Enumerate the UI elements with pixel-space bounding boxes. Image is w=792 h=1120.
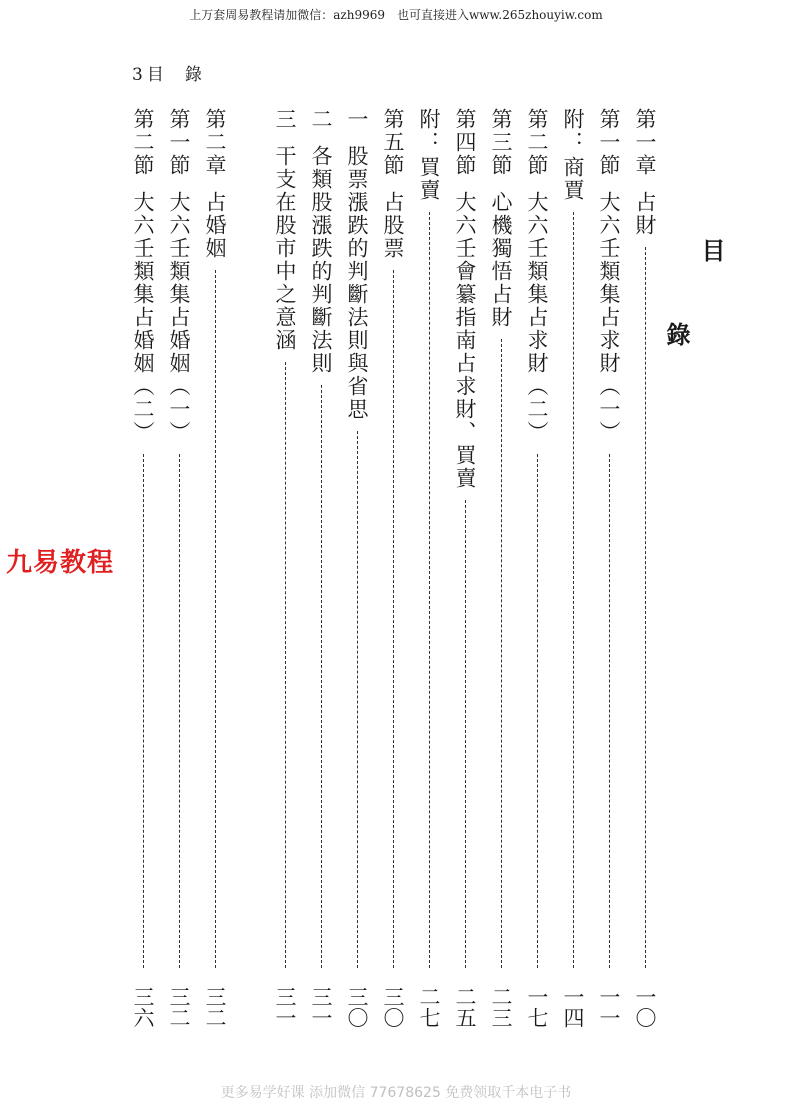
entry-title: 大六壬類集占求財（一）: [597, 191, 621, 444]
entry-label: 二: [309, 108, 333, 131]
entry-label: 第二節: [131, 108, 155, 177]
toc-entry[interactable]: [486, 108, 516, 1028]
toc-entry[interactable]: [342, 108, 372, 1028]
entry-label: 第二節: [525, 108, 549, 177]
dot-leader: [501, 339, 502, 968]
entry-label: 第三節: [489, 108, 513, 177]
toc-entry[interactable]: [630, 108, 660, 1028]
entry-title: 干支在股市中之意涵: [273, 145, 297, 352]
entry-title: 大六壬會纂指南占求財、買賣: [453, 191, 477, 490]
entry-title: 大六壬類集占求財（二）: [525, 191, 549, 444]
entry-label: 附：: [417, 108, 441, 154]
entry-title: 各類股漲跌的判斷法則: [309, 145, 333, 375]
entry-title: 大六壬類集占婚姻（二）: [131, 191, 155, 444]
entry-page: 三二: [203, 986, 227, 1028]
toc-heading-char: 錄: [662, 322, 690, 346]
dot-leader: [465, 500, 466, 968]
entry-label: 第二章: [203, 108, 227, 177]
dot-leader: [573, 212, 574, 968]
page-header: [132, 60, 204, 85]
entry-title: 占婚姻: [203, 191, 227, 260]
entry-page: 一〇: [633, 986, 657, 1028]
entry-label: 第一節: [597, 108, 621, 177]
page-number: 3: [132, 65, 145, 85]
toc-entry[interactable]: [306, 108, 336, 1028]
section-title: 目 錄: [146, 65, 204, 85]
top-banner: 上万套周易教程请加微信：azh9969 也可直接进入www.265zhouyiw.com: [189, 8, 603, 22]
entry-label: 附：: [561, 108, 585, 154]
entry-label: 一: [345, 108, 369, 131]
entry-title: 占財: [633, 191, 657, 237]
toc-entry[interactable]: [558, 108, 588, 1028]
entry-label: 第一節: [167, 108, 191, 177]
footer-note: 更多易学好课 添加微信 77678625 免费领取千本电子书: [220, 1085, 572, 1101]
entry-page: 三二: [167, 986, 191, 1028]
dot-leader: [321, 385, 322, 968]
toc-heading-char: 目: [697, 238, 725, 262]
entry-title: 股票漲跌的判斷法則與省思: [345, 145, 369, 421]
entry-page: 二七: [417, 986, 441, 1028]
dot-leader: [537, 454, 538, 968]
entry-page: 三〇: [345, 986, 369, 1028]
entry-page: 二三: [489, 986, 513, 1028]
toc-entry[interactable]: [414, 108, 444, 1028]
dot-leader: [179, 454, 180, 968]
entry-label: 第一章: [633, 108, 657, 177]
entry-title: 占股票: [381, 191, 405, 260]
dot-leader: [645, 247, 646, 968]
entry-title: 大六壬類集占婚姻（一）: [167, 191, 191, 444]
dot-leader: [429, 212, 430, 968]
toc-entry[interactable]: [522, 108, 552, 1028]
dot-leader: [215, 270, 216, 968]
entry-title: 心機獨悟占財: [489, 191, 513, 329]
entry-label: 第四節: [453, 108, 477, 177]
dot-leader: [285, 362, 286, 968]
entry-title: 商賈: [561, 156, 585, 202]
toc-entry[interactable]: [450, 108, 480, 1028]
dot-leader: [357, 431, 358, 968]
entry-page: 三〇: [381, 986, 405, 1028]
entry-label: 第五節: [381, 108, 405, 177]
toc-entry[interactable]: [128, 108, 158, 1028]
toc-entry[interactable]: [594, 108, 624, 1028]
entry-page: 一四: [561, 986, 585, 1028]
entry-page: 三六: [131, 986, 155, 1028]
entry-page: 三一: [309, 986, 333, 1028]
entry-page: 二五: [453, 986, 477, 1028]
toc-heading: [662, 238, 729, 346]
toc-entry[interactable]: [200, 108, 230, 1028]
entry-page: 一七: [525, 986, 549, 1028]
dot-leader: [609, 454, 610, 968]
entry-title: 買賣: [417, 156, 441, 202]
toc-entry[interactable]: [378, 108, 408, 1028]
entry-page: 三一: [273, 986, 297, 1028]
watermark: 九易教程: [6, 548, 115, 578]
dot-leader: [393, 270, 394, 968]
entry-page: 一一: [597, 986, 621, 1028]
toc-entry[interactable]: [164, 108, 194, 1028]
entry-label: 三: [273, 108, 297, 131]
dot-leader: [143, 454, 144, 968]
toc-entry[interactable]: [270, 108, 300, 1028]
